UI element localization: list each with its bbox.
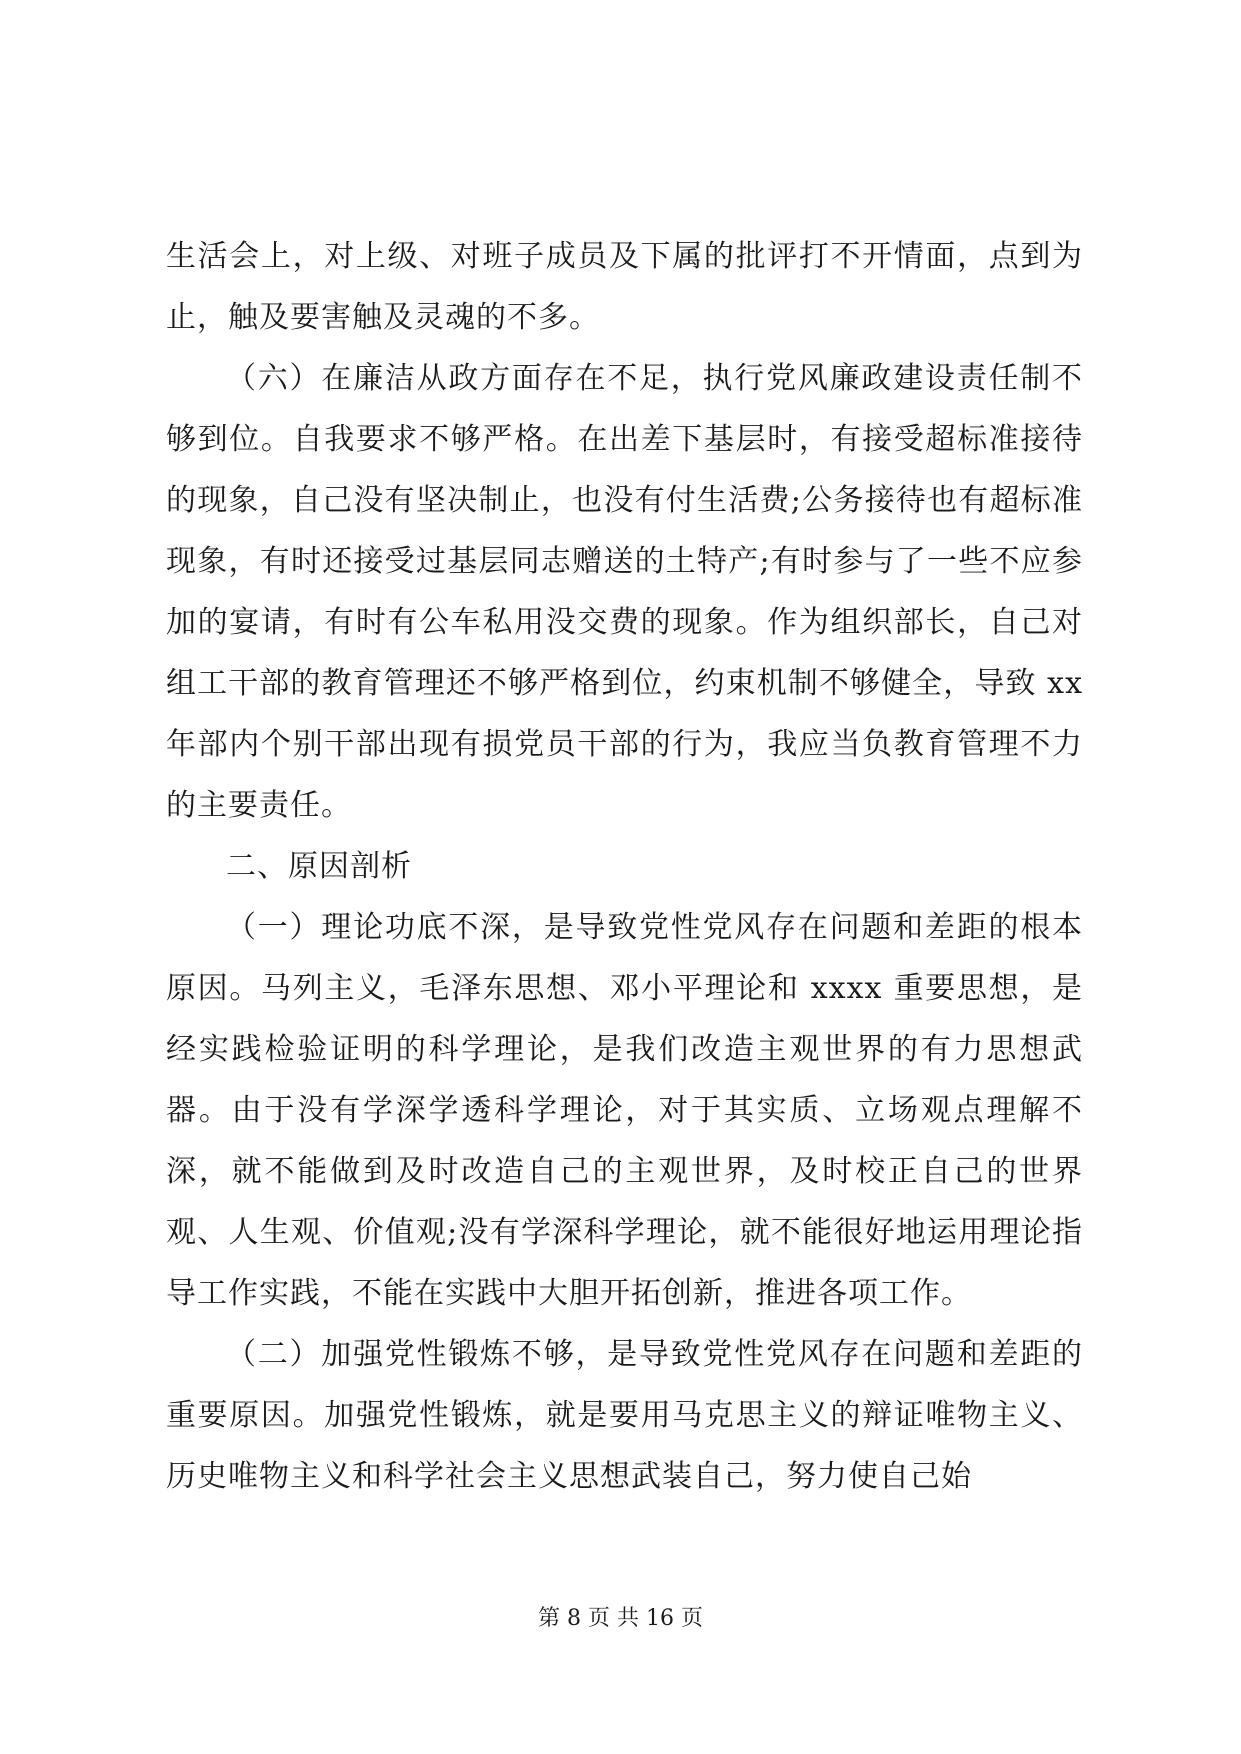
paragraph-3: （一）理论功底不深，是导致党性党风存在问题和差距的根本原因。马列主义，毛泽东思想、邓小平理论和 xxxx 重要思想，是经实践检验证明的科学理论，是我们改造主观世界的有力思想武器。由于没有学深学透科学理论，对于其实质、立场观点理解不深，就不能做到及时改造自己的主观世界，及时校正自己的世界观、人生观、价值观;没有学深科学理论，就不能很好地运用理论指导工作实践，不能在实践中大胆开拓创新，推进各项工作。 xyxy=(166,910,1083,1311)
paragraph-1: 生活会上，对上级、对班子成员及下属的批评打不开情面，点到为止，触及要害触及灵魂的不多。 xyxy=(166,239,1083,335)
paragraph-4: （二）加强党性锻炼不够，是导致党性党风存在问题和差距的重要原因。加强党性锻炼，就是要用马克思主义的辩证唯物主义、历史唯物主义和科学社会主义思想武装自己，努力使自己始 xyxy=(166,1337,1083,1494)
paragraph-2: （六）在廉洁从政方面存在不足，执行党风廉政建设责任制不够到位。自我要求不够严格。在出差下基层时，有接受超标准接待的现象，自己没有坚决制止，也没有付生活费;公务接待也有超标准现象，有时还接受过基层同志赠送的土特产;有时参与了一些不应参加的宴请，有时有公车私用没交费的现象。作为组织部长，自己对组工干部的教育管理还不够严格到位，约束机制不够健全，导致 xx 年部内个别干部出现有损党员干部的行为，我应当负教育管理不力的主要责任。 xyxy=(166,361,1083,823)
section-heading: 二、原因剖析 xyxy=(226,849,412,884)
document-body xyxy=(166,226,1083,1507)
page-number-footer: 第 8 页 共 16 页 xyxy=(538,1606,703,1631)
